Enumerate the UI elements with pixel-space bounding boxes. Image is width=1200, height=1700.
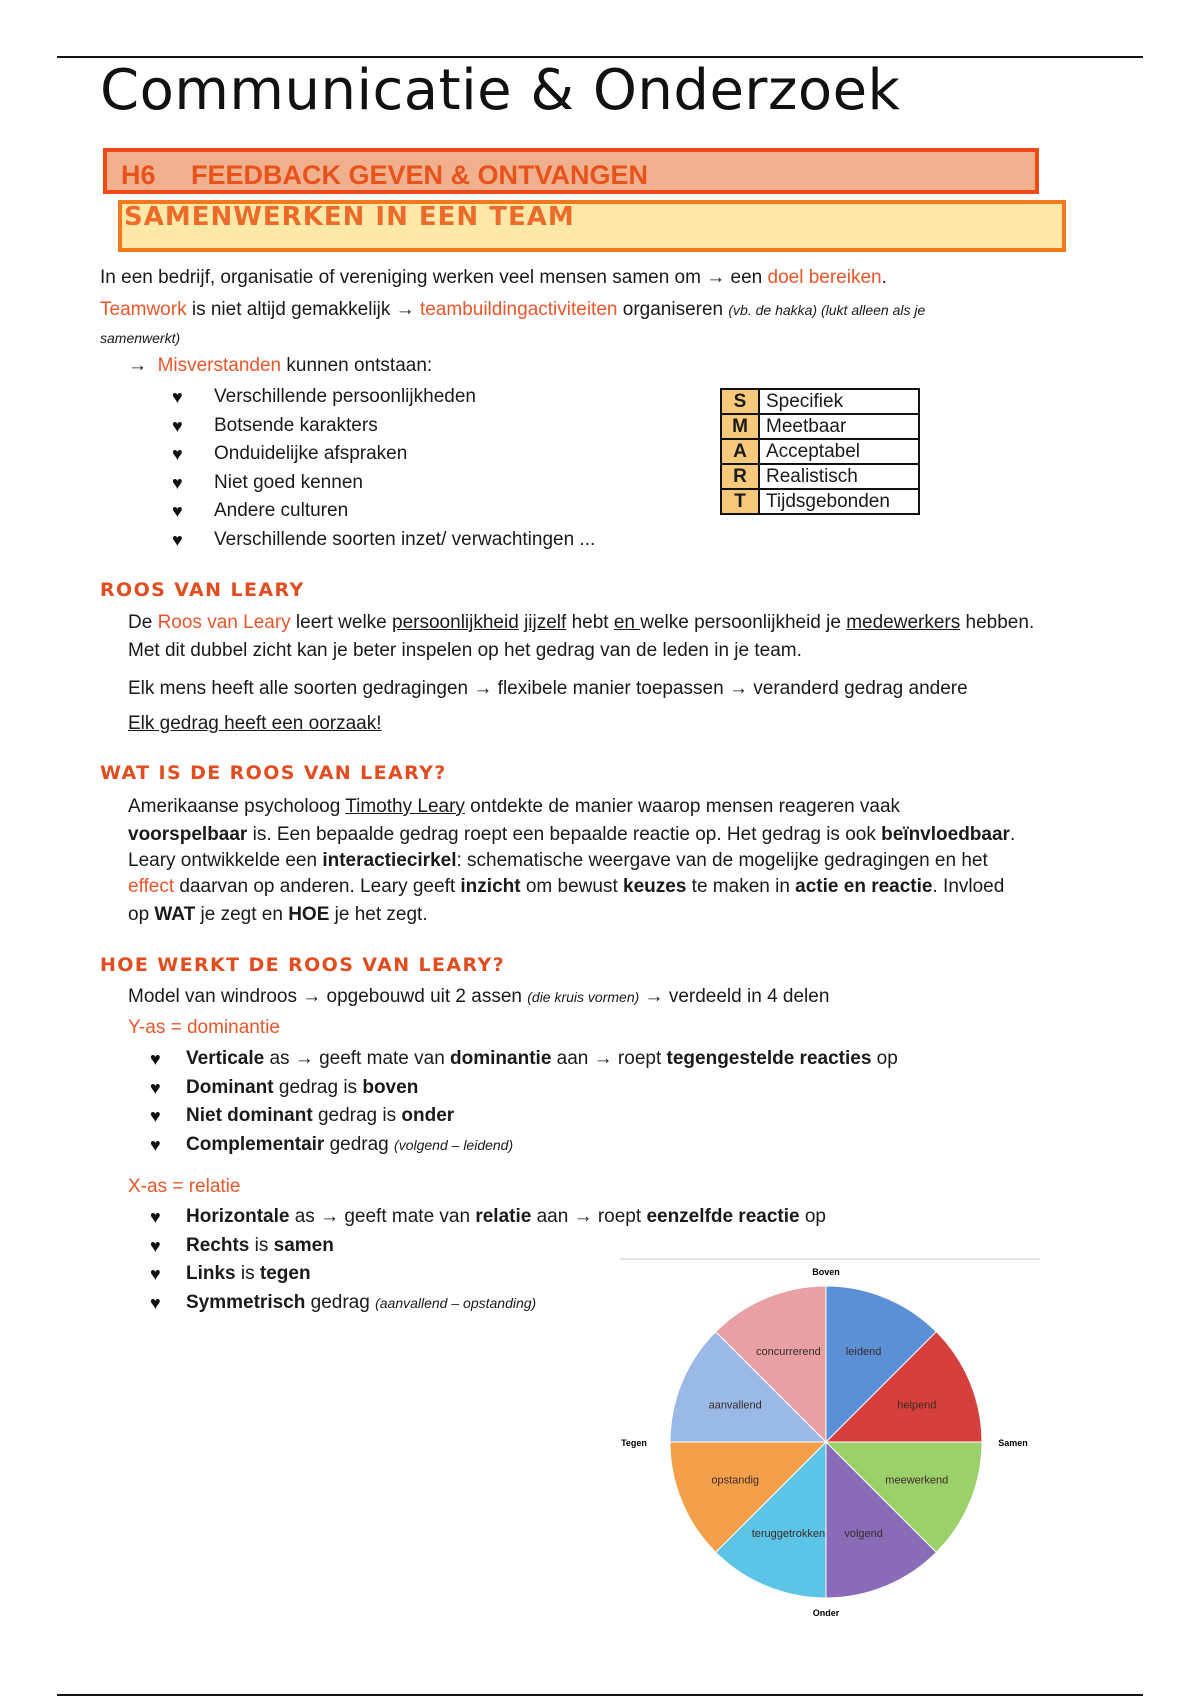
list-item	[150, 1232, 826, 1261]
bold-text: beïnvloedbaar	[881, 824, 1010, 845]
text: gedrag	[324, 1133, 395, 1155]
text: Amerikaanse psycholoog	[128, 796, 346, 817]
list-item-text: Andere culturen	[214, 500, 349, 521]
bold-text: WAT	[154, 904, 196, 925]
heart-icon: ♥	[172, 415, 183, 436]
wat-line-5	[128, 902, 428, 928]
pie-label-volgend: volgend	[844, 1527, 883, 1540]
text: aan → roept	[531, 1206, 647, 1227]
page-title: Communicatie & Onderzoek	[100, 58, 901, 123]
list-item	[150, 1074, 898, 1103]
list-item	[172, 497, 595, 526]
underlined-text: jijzelf	[524, 612, 567, 633]
smart-key: S	[721, 389, 759, 414]
underlined-text: en	[613, 612, 641, 633]
text: → verdeeld in 4 delen	[639, 986, 830, 1007]
bold-text: samen	[273, 1234, 334, 1256]
list-item	[172, 469, 595, 498]
bold-text: Complementair	[186, 1133, 325, 1155]
intro-line-1	[100, 265, 887, 291]
text: as → geeft mate van	[289, 1206, 476, 1227]
axis-label-left: Tegen	[621, 1438, 647, 1448]
text: In een bedrijf, organisatie of vereniging werken veel mensen samen om → een	[100, 267, 768, 288]
wat-line-4	[128, 874, 1004, 900]
smart-value: Tijdsgebonden	[759, 489, 919, 514]
text: .	[1009, 824, 1016, 845]
smart-value: Acceptabel	[759, 439, 919, 464]
list-item-text: Botsende karakters	[214, 414, 378, 436]
smart-row	[721, 439, 919, 464]
x-axis-title: X-as = relatie	[128, 1176, 241, 1197]
section-header	[118, 200, 1066, 252]
heading-wat: WAT IS DE ROOS VAN LEARY?	[100, 762, 447, 784]
list-item-text: Niet goed kennen	[214, 471, 363, 493]
heart-icon: ♥	[150, 1207, 161, 1227]
pie-label-teruggetrokken: teruggetrokken	[751, 1527, 826, 1540]
heart-icon: ♥	[172, 472, 183, 493]
bold-text: boven	[362, 1076, 419, 1098]
list-item	[172, 412, 595, 441]
smart-value: Realistisch	[759, 464, 919, 489]
roos-line-4: Elk gedrag heeft een oorzaak!	[128, 713, 382, 734]
text: . Invloed	[932, 876, 1005, 897]
text: op	[871, 1048, 898, 1069]
text: je zegt en	[195, 904, 289, 925]
list-item	[172, 440, 595, 469]
highlight-text: Misverstanden	[157, 355, 282, 376]
highlight-text: effect	[128, 876, 175, 897]
bold-text: tegen	[259, 1263, 311, 1284]
heart-icon: ♥	[150, 1077, 161, 1098]
bold-text: Rechts	[186, 1234, 250, 1256]
bold-text: Symmetrisch	[186, 1291, 306, 1313]
bold-text: actie en reactie	[795, 876, 933, 897]
text: : schematische weergave van de mogelijke gedragingen en het	[456, 850, 988, 871]
note-text: (aanvallend – opstanding)	[375, 1294, 537, 1311]
roos-van-leary-chart	[620, 1258, 1040, 1626]
bold-text: onder	[401, 1105, 455, 1126]
highlight-text: Teamwork	[100, 299, 187, 320]
highlight-text: Roos van Leary	[157, 612, 291, 633]
bold-text: relatie	[475, 1206, 532, 1227]
smart-row	[721, 489, 919, 514]
y-axis-title: Y-as = dominantie	[128, 1017, 280, 1038]
bold-text: dominantie	[450, 1048, 552, 1069]
misunderstandings-list	[172, 383, 595, 554]
heart-icon: ♥	[150, 1106, 161, 1126]
text: aan → roept	[551, 1048, 667, 1069]
hoe-line-1	[128, 984, 829, 1010]
text: te maken in	[686, 876, 796, 897]
smart-row	[721, 464, 919, 489]
bold-text: eenzelfde reactie	[646, 1206, 800, 1227]
intro-line-2b: samenwerkt)	[100, 330, 181, 346]
text: gedrag	[305, 1291, 376, 1313]
wat-line-2	[128, 822, 1015, 848]
section-title: SAMENWERKEN IN EEN TEAM	[124, 202, 575, 232]
smart-value: Specifiek	[759, 389, 919, 414]
smart-row	[721, 414, 919, 439]
text: op	[128, 904, 155, 925]
list-item-text: Verschillende persoonlijkheden	[214, 386, 476, 407]
text: is. Een bepaalde gedrag roept een bepaalde reactie op. Het gedrag is ook	[247, 824, 882, 845]
smart-key: A	[721, 439, 759, 464]
text: .	[881, 267, 887, 288]
roos-line-3: Elk mens heeft alle soorten gedragingen → flexibele manier toepassen → veranderd gedrag andere	[128, 678, 968, 699]
heart-icon: ♥	[150, 1264, 161, 1284]
axis-label-right: Samen	[998, 1438, 1028, 1448]
note-text: (vb. de hakka) (lukt alleen als je	[728, 302, 926, 318]
chapter-number: H6	[121, 160, 156, 190]
bold-text: keuzes	[623, 876, 687, 897]
bold-text: tegengestelde reacties	[666, 1048, 872, 1069]
y-axis-list	[150, 1045, 898, 1159]
pie-label-helpend: helpend	[897, 1399, 937, 1412]
text: De	[128, 612, 158, 633]
smart-key: R	[721, 464, 759, 489]
pie-label-concurrerend: concurrerend	[755, 1346, 821, 1359]
text: gedrag is	[312, 1105, 402, 1126]
pie-label-aanvallend: aanvallend	[708, 1399, 762, 1412]
text: leert welke	[290, 612, 393, 633]
axis-label-bottom: Onder	[812, 1608, 840, 1618]
arrow-icon: →	[128, 355, 147, 376]
text: Model van windroos → opgebouwd uit 2 assen	[128, 986, 528, 1007]
smart-key: T	[721, 489, 759, 514]
heart-icon: ♥	[172, 387, 183, 407]
text: organiseren	[617, 299, 729, 320]
wat-line-3	[128, 848, 988, 874]
intro-line-3	[128, 353, 432, 379]
wat-line-1	[128, 794, 900, 820]
pie-label-meewerkend: meewerkend	[885, 1474, 949, 1487]
list-item	[150, 1045, 898, 1074]
pie-label-leidend: leidend	[845, 1346, 882, 1359]
text: je het zegt.	[329, 904, 428, 925]
list-item	[172, 526, 595, 555]
text: om bewust	[520, 876, 624, 897]
text: op	[799, 1206, 826, 1227]
heart-icon: ♥	[172, 501, 183, 521]
heading-hoe: HOE WERKT DE ROOS VAN LEARY?	[100, 954, 506, 976]
underlined-text: persoonlijkheid	[392, 612, 519, 633]
roos-line-1	[128, 610, 1034, 636]
heart-icon: ♥	[150, 1049, 161, 1069]
smart-row	[721, 389, 919, 414]
list-item	[150, 1102, 898, 1131]
heart-icon: ♥	[172, 529, 183, 550]
chapter-title: FEEDBACK GEVEN & ONTVANGEN	[191, 160, 649, 190]
text: is	[235, 1263, 260, 1284]
text: is	[249, 1234, 274, 1256]
text: hebt	[566, 612, 614, 633]
roos-line-2: Met dit dubbel zicht kan je beter inspelen op het gedrag van de leden in je team.	[128, 640, 802, 661]
heart-icon: ♥	[172, 444, 183, 464]
text: welke persoonlijkheid je	[640, 612, 847, 633]
text: Leary ontwikkelde een	[128, 850, 323, 871]
bottom-rule	[57, 1694, 1143, 1696]
heart-icon: ♥	[150, 1134, 161, 1155]
heart-icon: ♥	[150, 1235, 161, 1256]
chapter-header	[103, 148, 1039, 194]
underlined-text: Timothy Leary	[345, 796, 465, 817]
heading-roos: ROOS VAN LEARY	[100, 579, 305, 601]
list-item-text: Onduidelijke afspraken	[214, 443, 408, 464]
bold-text: Links	[186, 1263, 236, 1284]
text: hebben.	[960, 612, 1035, 633]
bold-text: Horizontale	[186, 1206, 290, 1227]
text: daarvan op anderen. Leary geeft	[174, 876, 461, 897]
bold-text: voorspelbaar	[128, 824, 248, 845]
axis-label-top: Boven	[812, 1267, 840, 1277]
list-item	[172, 383, 595, 412]
bold-text: Verticale	[186, 1048, 265, 1069]
list-item-text: Verschillende soorten inzet/ verwachtingen ...	[214, 528, 596, 550]
bold-text: Dominant	[186, 1076, 274, 1098]
note-text: (die kruis vormen)	[527, 989, 640, 1005]
bold-text: Niet dominant	[186, 1105, 313, 1126]
heart-icon: ♥	[150, 1292, 161, 1313]
text: ontdekte de manier waarop mensen reageren vaak	[464, 796, 901, 817]
list-item	[150, 1203, 826, 1232]
intro-line-2	[100, 297, 925, 323]
text: kunnen ontstaan:	[281, 355, 433, 376]
list-item	[150, 1131, 898, 1160]
smart-table	[720, 388, 920, 515]
note-text: (volgend – leidend)	[394, 1136, 514, 1153]
smart-value: Meetbaar	[759, 414, 919, 439]
text: is niet altijd gemakkelijk →	[186, 299, 420, 320]
smart-key: M	[721, 414, 759, 439]
text: as → geeft mate van	[264, 1048, 451, 1069]
highlight-text: doel bereiken	[767, 267, 882, 288]
text: gedrag is	[273, 1076, 363, 1098]
bold-text: inzicht	[460, 876, 521, 897]
bold-text: interactiecirkel	[322, 850, 457, 871]
highlight-text: teambuildingactiviteiten	[419, 299, 618, 320]
pie-label-opstandig: opstandig	[711, 1474, 760, 1487]
underlined-text: medewerkers	[846, 612, 961, 633]
bold-text: HOE	[288, 904, 330, 925]
